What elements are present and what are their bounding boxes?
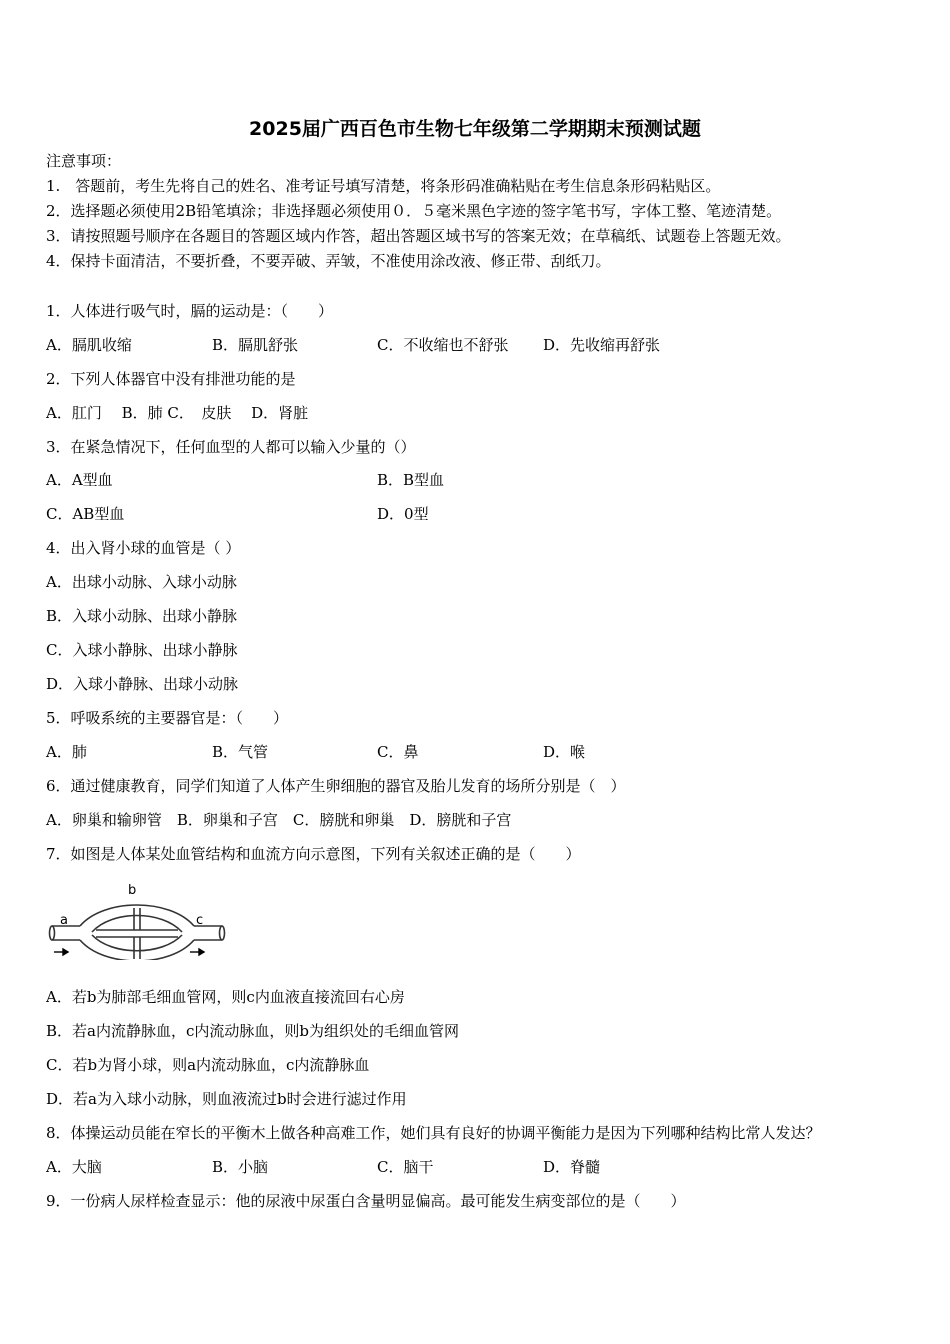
question-7-stem: 7．如图是人体某处血管结构和血流方向示意图，下列有关叙述正确的是（ ） [46, 845, 581, 863]
blood-vessel-diagram [44, 880, 234, 960]
question-5-option-a: A．肺 [46, 743, 87, 761]
label-c: c [196, 913, 204, 928]
question-1-stem: 1．人体进行吸气时，膈的运动是：（ ） [46, 302, 334, 320]
question-1-option-d: D．先收缩再舒张 [543, 336, 661, 354]
question-4-option-d: D．入球小静脉、出球小动脉 [46, 675, 239, 693]
question-4-option-a: A．出球小动脉、入球小动脉 [46, 573, 237, 591]
question-2-stem: 2．下列人体器官中没有排泄功能的是 [46, 370, 296, 388]
question-6-options: A．卵巢和输卵管 B．卵巢和子宫 C．膀胱和卵巢 D．膀胱和子宫 [46, 811, 512, 829]
notice-heading: 注意事项： [46, 152, 122, 170]
question-7-option-c: C．若b为肾小球，则a内流动脉血，c内流静脉血 [46, 1056, 370, 1074]
question-9-stem: 9．一份病人尿样检查显示：他的尿液中尿蛋白含量明显偏高。最可能发生病变部位的是（ ） [46, 1192, 686, 1210]
label-b: b [128, 883, 137, 898]
question-8-option-c: C．脑干 [377, 1158, 434, 1176]
question-8-stem: 8．体操运动员能在窄长的平衡木上做各种高难工作，她们具有良好的协调平衡能力是因为下列哪种结构比常人发达？ [46, 1124, 821, 1142]
notice-item: 3．请按照题号顺序在各题目的答题区域内作答，超出答题区域书写的答案无效；在草稿纸、试题卷上答题无效。 [46, 227, 791, 245]
question-2-options: A．肛门 B．肺 C． 皮肤 D．肾脏 [46, 404, 309, 422]
question-4-option-b: B．入球小动脉、出球小静脉 [46, 607, 238, 625]
question-3-option-b: B．B型血 [377, 471, 445, 489]
question-7-option-d: D．若a为入球小动脉，则血液流过b时会进行滤过作用 [46, 1090, 407, 1108]
notice-item: 1. 答题前，考生先将自己的姓名、准考证号填写清楚，将条形码准确粘贴在考生信息条形码粘贴区。 [46, 177, 721, 195]
question-5-option-b: B．气管 [212, 743, 269, 761]
question-5-stem: 5．呼吸系统的主要器官是：（ ） [46, 709, 289, 727]
page-title: 2025届广西百色市生物七年级第二学期期末预测试题 [249, 118, 701, 140]
question-7-option-b: B．若a内流静脉血，c内流动脉血，则b为组织处的毛细血管网 [46, 1022, 459, 1040]
question-3-option-a: A．A型血 [46, 471, 113, 489]
question-5-option-d: D．喉 [543, 743, 586, 761]
question-1-option-c: C．不收缩也不舒张 [377, 336, 509, 354]
question-3-option-d: D．0型 [377, 505, 429, 523]
question-1-option-b: B．膈肌舒张 [212, 336, 299, 354]
question-6-stem: 6．通过健康教育，同学们知道了人体产生卵细胞的器官及胎儿发育的场所分别是（ ） [46, 777, 626, 795]
question-7-option-a: A．若b为肺部毛细血管网，则c内血液直接流回右心房 [46, 988, 405, 1006]
question-8-option-d: D．脊髓 [543, 1158, 601, 1176]
question-1-option-a: A．膈肌收缩 [46, 336, 132, 354]
question-4-stem: 4．出入肾小球的血管是（ ） [46, 539, 241, 557]
question-8-option-b: B．小脑 [212, 1158, 269, 1176]
question-4-option-c: C．入球小静脉、出球小静脉 [46, 641, 238, 659]
question-8-option-a: A．大脑 [46, 1158, 102, 1176]
question-5-option-c: C．鼻 [377, 743, 419, 761]
question-3-stem: 3．在紧急情况下，任何血型的人都可以输入少量的（） [46, 438, 416, 456]
notice-item: 4．保持卡面清洁，不要折叠，不要弄破、弄皱，不准使用涂改液、修正带、刮纸刀。 [46, 252, 611, 270]
label-a: a [60, 913, 68, 928]
notice-item: 2．选择题必须使用2B铅笔填涂；非选择题必须使用０．５毫米黑色字迹的签字笔书写，字体工整、笔迹清楚。 [46, 202, 782, 220]
question-3-option-c: C．AB型血 [46, 505, 125, 523]
